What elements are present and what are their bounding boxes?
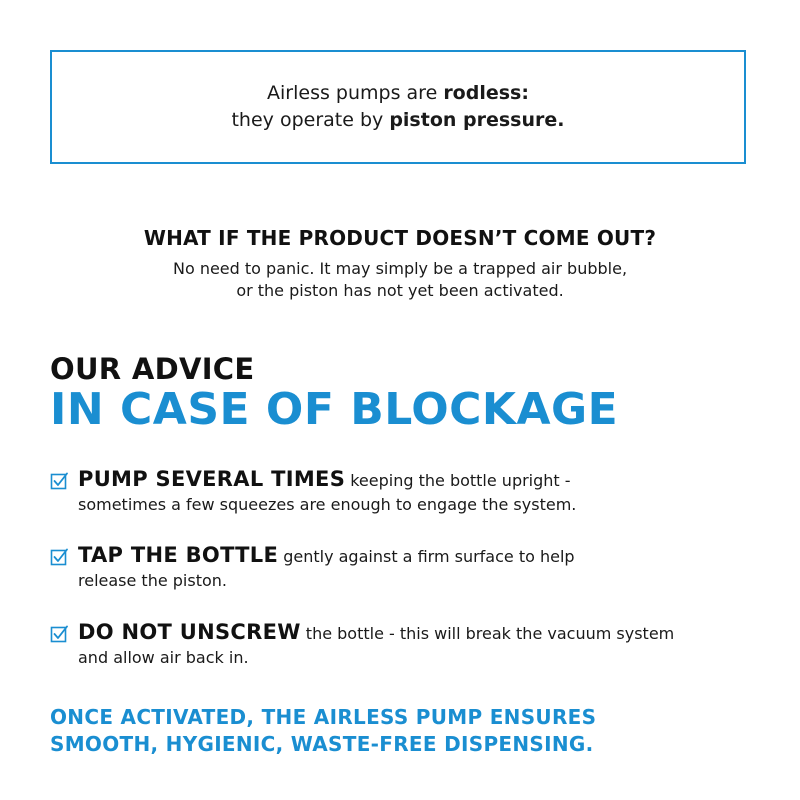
tip-text xyxy=(78,467,576,517)
tip-rest-line-1: gently against a firm surface to help xyxy=(278,547,575,566)
advice-subtitle: IN CASE OF BLOCKAGE xyxy=(50,384,619,435)
info-line-2-bold: piston pressure. xyxy=(389,109,565,131)
closing-statement xyxy=(50,704,596,758)
info-line-1 xyxy=(267,80,529,107)
question-line-2: or the piston has not yet been activated. xyxy=(236,281,564,300)
closing-line-2: SMOOTH, HYGIENIC, WASTE-FREE DISPENSING. xyxy=(50,732,594,756)
tip-lead: PUMP SEVERAL TIMES xyxy=(78,467,346,491)
tip-item xyxy=(50,543,750,593)
tip-lead: TAP THE BOTTLE xyxy=(78,543,279,567)
tip-text xyxy=(78,620,674,670)
info-line-2 xyxy=(231,107,564,134)
question-line-1: No need to panic. It may simply be a trapped air bubble, xyxy=(172,259,628,278)
info-line-1-bold: rodless: xyxy=(443,82,529,104)
info-line-1-text: Airless pumps are xyxy=(267,82,444,104)
tip-rest-line-1: the bottle - this will break the vacuum system xyxy=(300,624,675,643)
question-title: WHAT IF THE PRODUCT DOESN’T COME OUT? xyxy=(143,226,657,250)
advice-title: OUR ADVICE xyxy=(50,352,255,386)
tip-text xyxy=(78,543,575,593)
tip-rest-line-2: release the piston. xyxy=(78,571,227,590)
tip-rest-line-2: sometimes a few squeezes are enough to engage the system. xyxy=(78,495,577,514)
tip-rest-line-2: and allow air back in. xyxy=(78,648,249,667)
closing-line-1: ONCE ACTIVATED, THE AIRLESS PUMP ENSURES xyxy=(50,705,597,729)
question-body xyxy=(0,258,800,302)
info-line-2-text: they operate by xyxy=(231,109,390,131)
checked-box-icon xyxy=(50,471,70,491)
tip-lead: DO NOT UNSCREW xyxy=(78,620,301,644)
tip-rest-line-1: keeping the bottle upright - xyxy=(345,471,571,490)
info-box xyxy=(50,50,746,164)
checked-box-icon xyxy=(50,547,70,567)
checked-box-icon xyxy=(50,624,70,644)
tip-item xyxy=(50,620,750,670)
tip-item xyxy=(50,467,750,517)
